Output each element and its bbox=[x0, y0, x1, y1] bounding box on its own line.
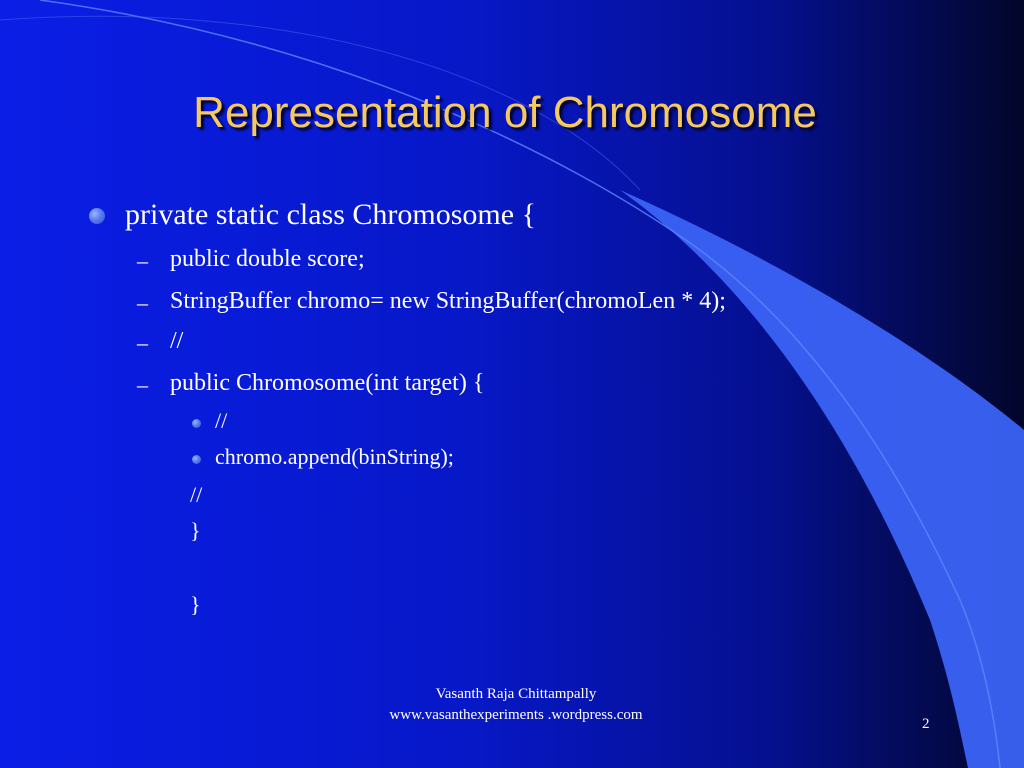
sub-bullet-2: StringBuffer chromo= new StringBuffer(chromoLen * 4); bbox=[170, 288, 726, 314]
slide-title: Representation of Chromosome bbox=[193, 88, 817, 137]
plain-line-3: } bbox=[190, 592, 201, 617]
footer-author: Vasanth Raja Chittampally bbox=[435, 686, 597, 702]
sub-bullet-4: public Chromosome(int target) { bbox=[170, 370, 485, 396]
dash-icon: – bbox=[137, 372, 148, 397]
swoosh-shape bbox=[620, 190, 1024, 768]
sub-sub-bullet-1: // bbox=[215, 408, 228, 433]
sub-bullet-3: // bbox=[170, 328, 184, 354]
dash-icon: – bbox=[137, 330, 148, 355]
dash-icon: – bbox=[137, 290, 148, 315]
dash-icon: – bbox=[137, 248, 148, 273]
plain-line-1: // bbox=[190, 482, 203, 507]
sub-bullet-1: public double score; bbox=[170, 246, 365, 272]
footer-website: www.vasanthexperiments .wordpress.com bbox=[389, 707, 643, 723]
bullet-level1: private static class Chromosome { bbox=[125, 198, 536, 231]
plain-line-2: } bbox=[190, 518, 201, 543]
small-bullet-dot-icon bbox=[192, 419, 201, 428]
small-bullet-dot-icon bbox=[192, 455, 201, 464]
page-number: 2 bbox=[922, 716, 930, 732]
sub-sub-bullet-2: chromo.append(binString); bbox=[215, 444, 454, 469]
bullet-dot-icon bbox=[89, 208, 105, 224]
